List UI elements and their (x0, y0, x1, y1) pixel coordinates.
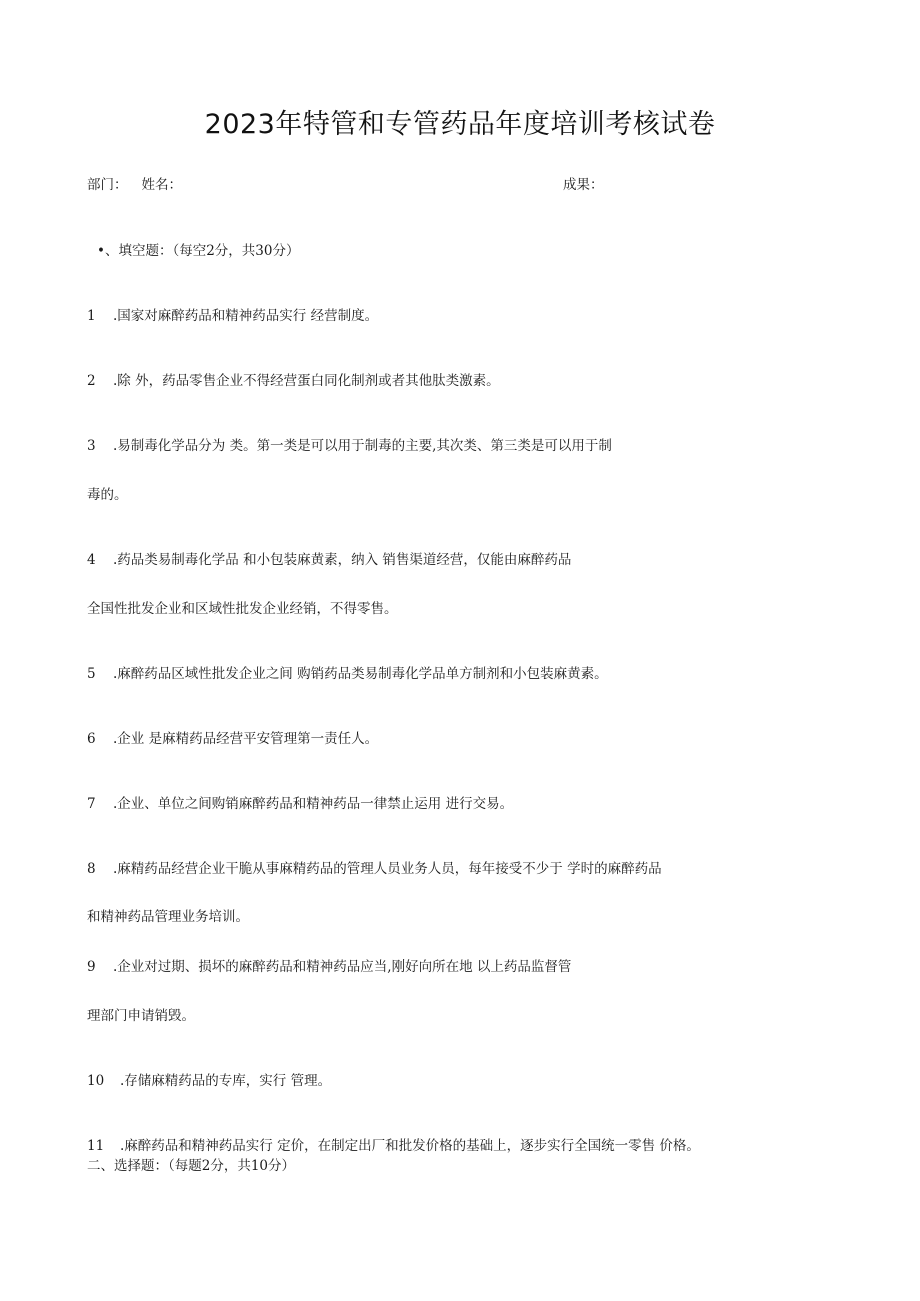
question-3 (87, 437, 612, 455)
page-title: 2023年特管和专管药品年度培训考核试卷 (204, 109, 716, 140)
question-number: 7 (87, 796, 96, 812)
question-text: .麻醉药品和精神药品实行 定价，在制定出厂和批发价格的基础上，逐步实行全国统一零售 价格。 (120, 1138, 700, 1154)
question-number: 1 (87, 308, 96, 324)
question-4-continued: 全国性批发企业和区域性批发企业经销，不得零售。 (87, 601, 398, 617)
question-number: 11 (87, 1138, 105, 1154)
question-11 (87, 1137, 700, 1155)
question-text: .药品类易制毒化学品 和小包装麻黄素，纳入 销售渠道经营，仅能由麻醉药品 (113, 552, 572, 568)
question-number: 6 (87, 731, 96, 747)
dept-label: 部门： (87, 177, 128, 193)
question-1 (87, 307, 378, 325)
question-text: .易制毒化学品分为 类。第一类是可以用于制毒的主要,其次类、第三类是可以用于制 (113, 438, 612, 454)
question-text: .国家对麻醉药品和精神药品实行 经营制度。 (113, 308, 379, 324)
question-text: .企业 是麻精药品经营平安管理第一责任人。 (113, 731, 379, 747)
question-number: 8 (87, 861, 96, 877)
question-text: .麻醉药品区域性批发企业之间 购销药品类易制毒化学品单方制剂和小包装麻黄素。 (113, 666, 608, 682)
question-text: .企业、单位之间购销麻醉药品和精神药品一律禁止运用 进行交易。 (113, 796, 514, 812)
question-number: 10 (87, 1073, 105, 1089)
question-10 (87, 1072, 331, 1090)
question-text: .企业对过期、损坏的麻醉药品和精神药品应当,刚好向所在地 以上药品监督管 (113, 959, 572, 975)
question-number: 5 (87, 666, 96, 682)
score-label: 成果： (563, 177, 604, 193)
question-6 (87, 730, 378, 748)
question-text: .除 外，药品零售企业不得经营蛋白同化制剂或者其他肽类激素。 (113, 373, 500, 389)
question-number: 4 (87, 552, 96, 568)
question-9-continued: 理部门申请销毁。 (87, 1008, 195, 1024)
question-number: 9 (87, 959, 96, 975)
question-9 (87, 958, 571, 976)
question-text: .麻精药品经营企业干脆从事麻精药品的管理人员业务人员，每年接受不少于 学时的麻醉药品 (113, 861, 662, 877)
name-label: 姓名： (141, 177, 182, 193)
question-7 (87, 795, 513, 813)
section-heading-fill-blank: •、填空题：（每空2分，共30分） (97, 243, 300, 259)
header-info-row (87, 176, 182, 194)
question-8 (87, 860, 662, 878)
question-3-continued: 毒的。 (87, 487, 128, 503)
section-heading-multiple-choice: 二、选择题：（每题2分，共10分） (87, 1158, 296, 1174)
question-5 (87, 665, 608, 683)
question-8-continued: 和精神药品管理业务培训。 (87, 909, 249, 925)
question-4 (87, 551, 571, 569)
question-number: 3 (87, 438, 96, 454)
question-2 (87, 372, 500, 390)
question-text: .存储麻精药品的专库，实行 管理。 (120, 1073, 332, 1089)
question-number: 2 (87, 373, 96, 389)
